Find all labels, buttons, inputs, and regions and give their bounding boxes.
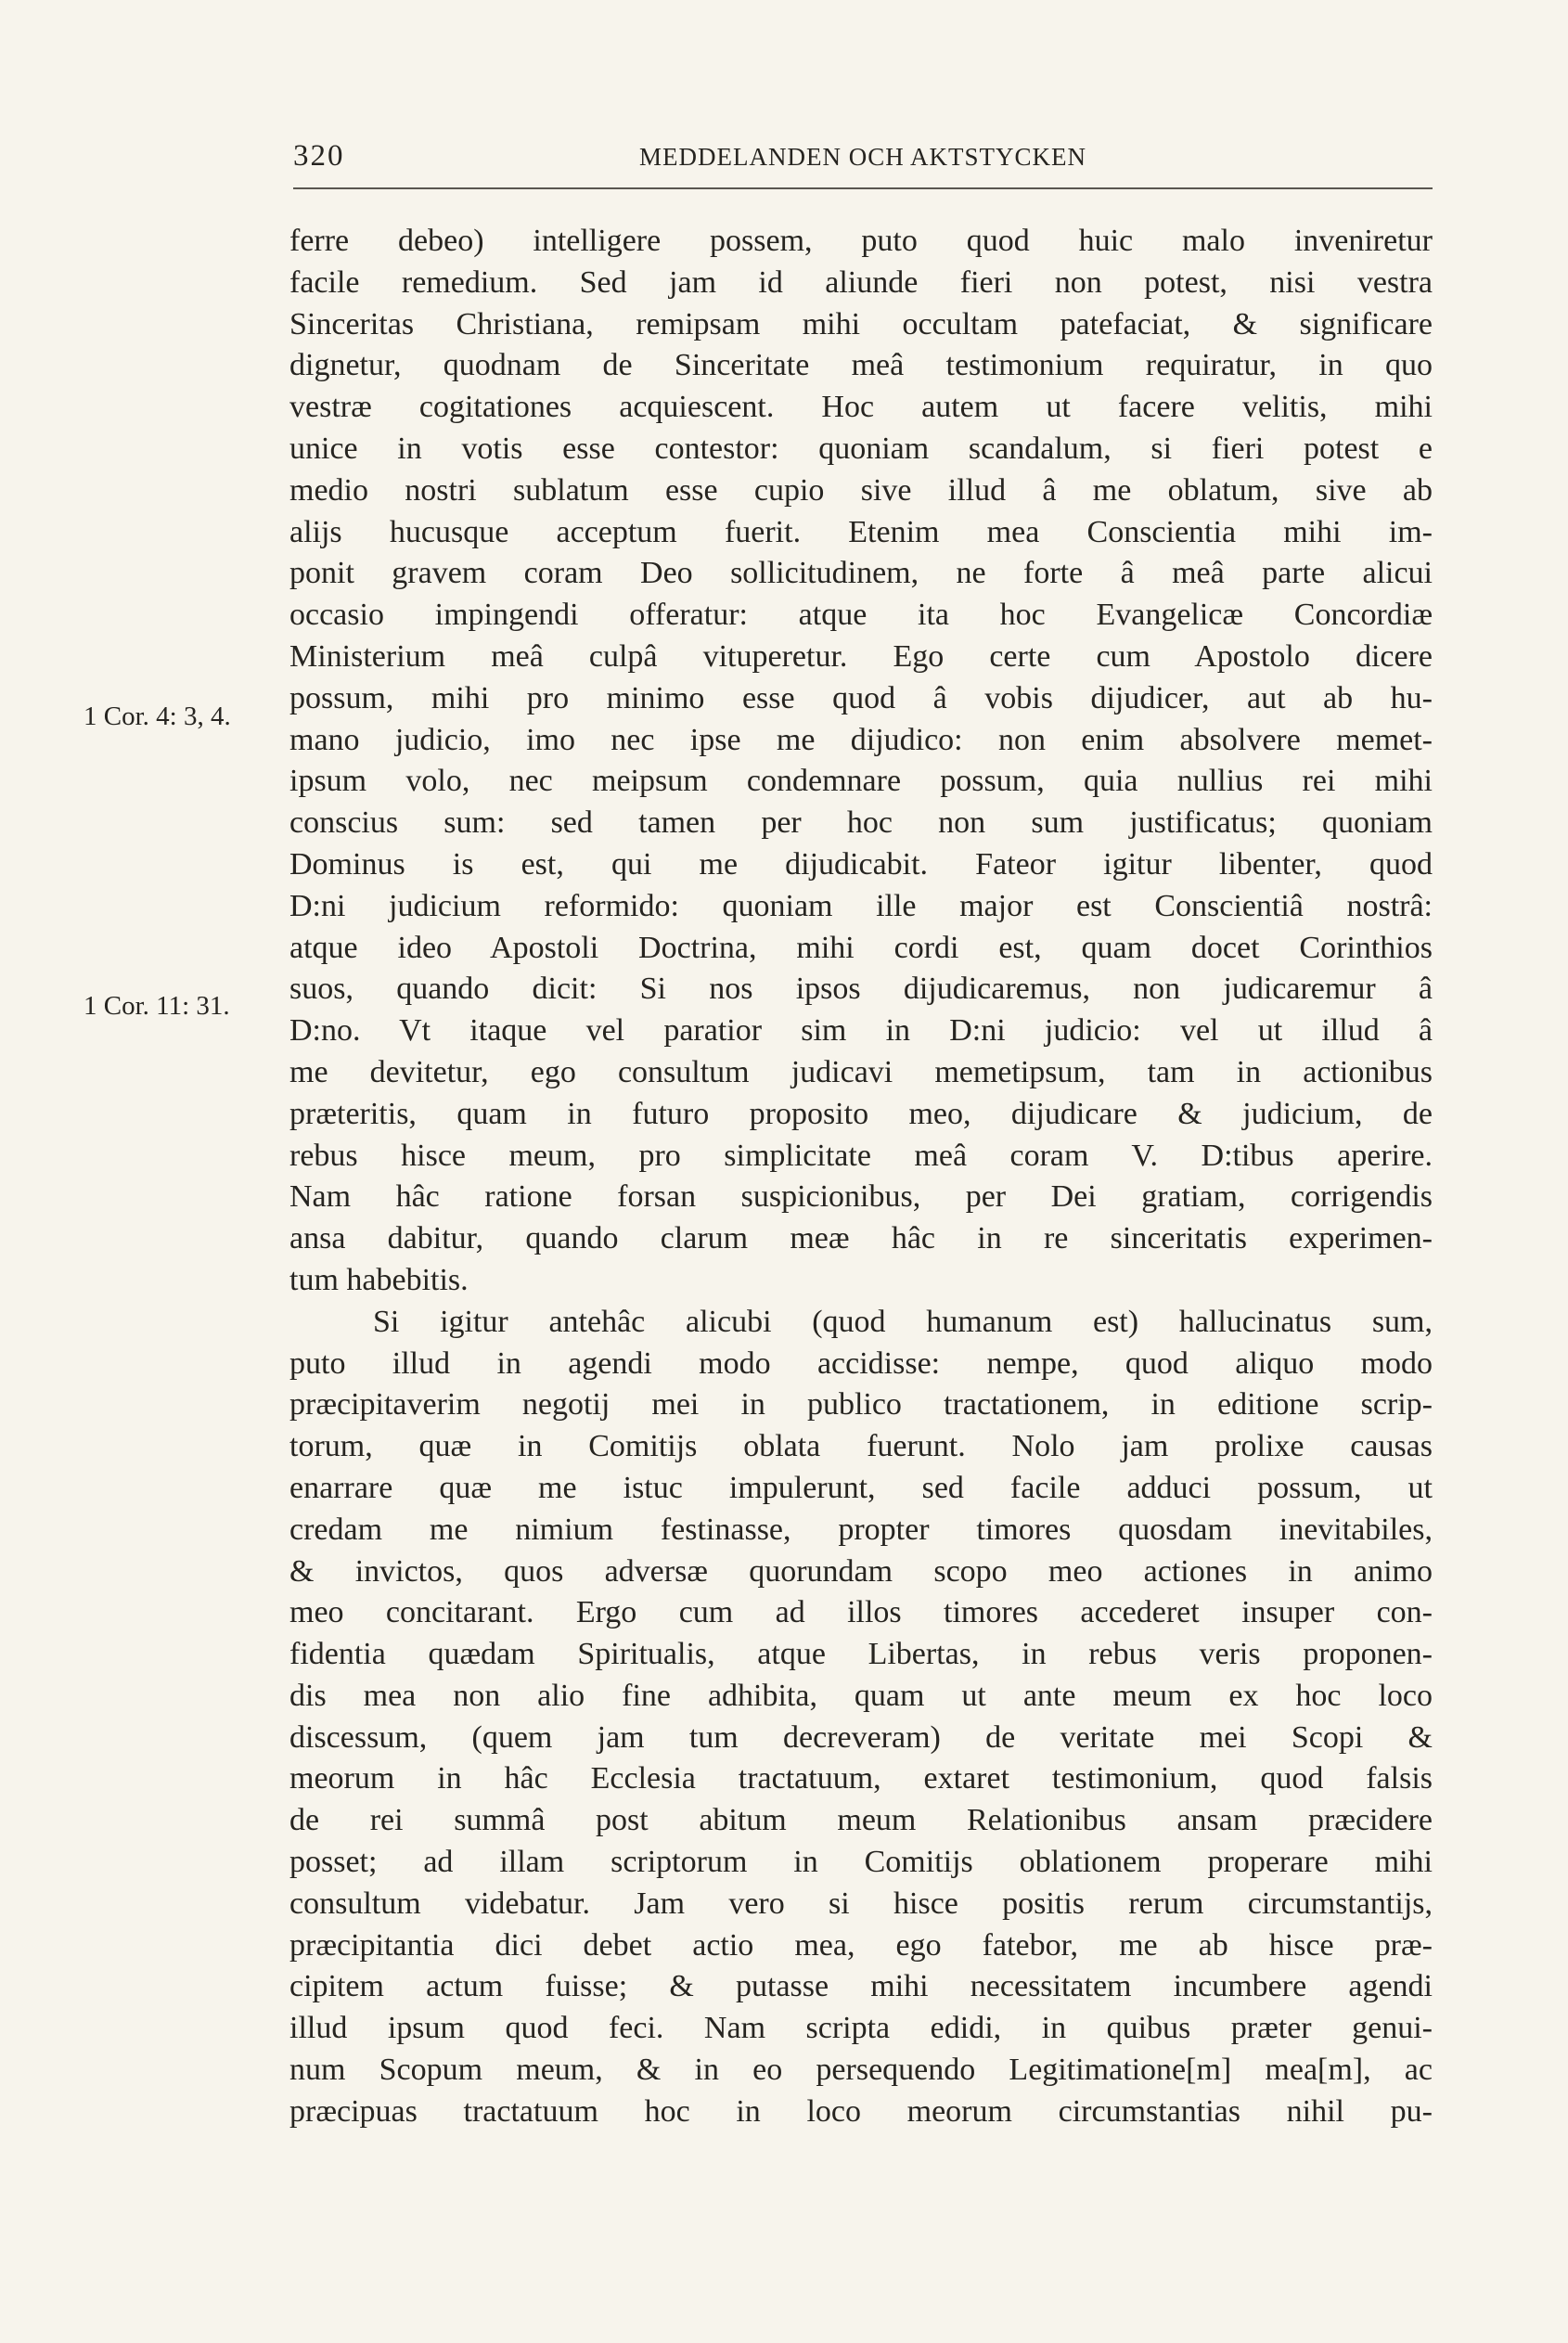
text-line: medio nostri sublatum esse cupio sive illud â me oblatum, sive ab <box>289 472 1433 508</box>
text-line: præcipuas tractatuum hoc in loco meorum circumstantias nihil pu- <box>289 2093 1433 2129</box>
text-line: meo concitarant. Ergo cum ad illos timores accederet insuper con- <box>289 1595 1433 1630</box>
text-line: ansa dabitur, quando clarum meæ hâc in re sinceritatis experimen- <box>289 1221 1433 1256</box>
text-line: dignetur, quodnam de Sinceritate meâ testimonium requiratur, in quo <box>289 348 1433 383</box>
text-line: Dominus is est, qui me dijudicabit. Fateor igitur libenter, quod <box>289 846 1433 882</box>
page-number: 320 <box>293 139 345 173</box>
running-title: MEDDELANDEN OCH AKTSTYCKEN <box>639 143 1086 171</box>
text-line: puto illud in agendi modo accidisse: nempe, quod aliquo modo <box>289 1345 1433 1381</box>
text-line: Ministerium meâ culpâ vituperetur. Ego certe cum Apostolo dicere <box>289 638 1433 674</box>
text-line: & invictos, quos adversæ quorundam scopo meo actiones in animo <box>289 1553 1433 1589</box>
text-line: posset; ad illam scriptorum in Comitijs oblationem properare mihi <box>289 1845 1433 1880</box>
paragraph-start-line: Si igitur antehâc alicubi (quod humanum est) hallucinatus sum, <box>373 1304 1433 1339</box>
text-line: cipitem actum fuisse; & putasse mihi necessitatem incumbere agendi <box>289 1969 1433 2004</box>
page-header <box>293 139 1433 189</box>
text-line: conscius sum: sed tamen per hoc non sum justificatus; quoniam <box>289 805 1433 841</box>
text-line: mano judicio, imo nec ipse me dijudico: non enim absolvere memet- <box>289 722 1433 757</box>
text-line: rebus hisce meum, pro simplicitate meâ coram V. D:tibus aperire. <box>289 1138 1433 1173</box>
text-line: atque ideo Apostoli Doctrina, mihi cordi est, quam docet Corinthios <box>289 930 1433 965</box>
text-line: præcipitantia dici debet actio mea, ego fatebor, me ab hisce præ- <box>289 1927 1433 1963</box>
text-line: alijs hucusque acceptum fuerit. Etenim mea Conscientia mihi im- <box>289 514 1433 549</box>
text-line: tum habebitis. <box>289 1262 469 1297</box>
text-line: possum, mihi pro minimo esse quod â vobis dijudicer, aut ab hu- <box>289 680 1433 715</box>
text-line: torum, quæ in Comitijs oblata fuerunt. Nolo jam prolixe causas <box>289 1429 1433 1464</box>
text-line: num Scopum meum, & in eo persequendo Legitimatione[m] mea[m], ac <box>289 2053 1433 2088</box>
text-line: ipsum volo, nec meipsum condemnare possum, quia nullius rei mihi <box>289 764 1433 799</box>
text-line: consultum videbatur. Jam vero si hisce positis rerum circumstantijs, <box>289 1886 1433 1921</box>
text-line: D:no. Vt itaque vel paratior sim in D:ni judicio: vel ut illud â <box>289 1013 1433 1049</box>
text-line: D:ni judicium reformido: quoniam ille major est Conscientiâ nostrâ: <box>289 888 1433 923</box>
text-line: præcipitaverim negotij mei in publico tractationem, in editione scrip- <box>289 1387 1433 1423</box>
text-line: Sinceritas Christiana, remipsam mihi occultam patefaciat, & significare <box>289 306 1433 341</box>
text-line: me devitetur, ego consultum judicavi memetipsum, tam in actionibus <box>289 1054 1433 1089</box>
text-line: fidentia quædam Spiritualis, atque Libertas, in rebus veris proponen- <box>289 1637 1433 1672</box>
text-line: unice in votis esse contestor: quoniam scandalum, si fieri potest e <box>289 431 1433 466</box>
text-line: discessum, (quem jam tum decreveram) de veritate mei Scopi & <box>289 1719 1433 1755</box>
text-line: illud ipsum quod feci. Nam scripta edidi, in quibus præter genui- <box>289 2011 1433 2046</box>
margin-note-1-cor-11: 1 Cor. 11: 31. <box>84 991 230 1021</box>
text-line: credam me nimium festinasse, propter timores quosdam inevitabiles, <box>289 1512 1433 1547</box>
text-line: præteritis, quam in futuro proposito meo, dijudicare & judicium, de <box>289 1096 1433 1131</box>
text-line: ferre debeo) intelligere possem, puto quod huic malo inveniretur <box>289 224 1433 258</box>
text-line: de rei summâ post abitum meum Relationibus ansam præcidere <box>289 1803 1433 1838</box>
text-line: suos, quando dicit: Si nos ipsos dijudicaremus, non judicaremur â <box>289 972 1433 1007</box>
text-line: facile remedium. Sed jam id aliunde fieri non potest, nisi vestra <box>289 264 1433 300</box>
text-line: meorum in hâc Ecclesia tractatuum, extaret testimonium, quod falsis <box>289 1761 1433 1796</box>
margin-note-1-cor-4: 1 Cor. 4: 3, 4. <box>84 702 231 731</box>
body-text <box>289 221 1433 2133</box>
text-line: occasio impingendi offeratur: atque ita hoc Evangelicæ Concordiæ <box>289 598 1433 633</box>
text-line: dis mea non alio fine adhibita, quam ut ante meum ex hoc loco <box>289 1678 1433 1713</box>
text-line: Nam hâc ratione forsan suspicionibus, per Dei gratiam, corrigendis <box>289 1179 1433 1215</box>
text-line: ponit gravem coram Deo sollicitudinem, ne forte â meâ parte alicui <box>289 556 1433 591</box>
text-line: vestræ cogitationes acquiescent. Hoc autem ut facere velitis, mihi <box>289 390 1433 425</box>
text-line: enarrare quæ me istuc impulerunt, sed facile adduci possum, ut <box>289 1470 1433 1505</box>
